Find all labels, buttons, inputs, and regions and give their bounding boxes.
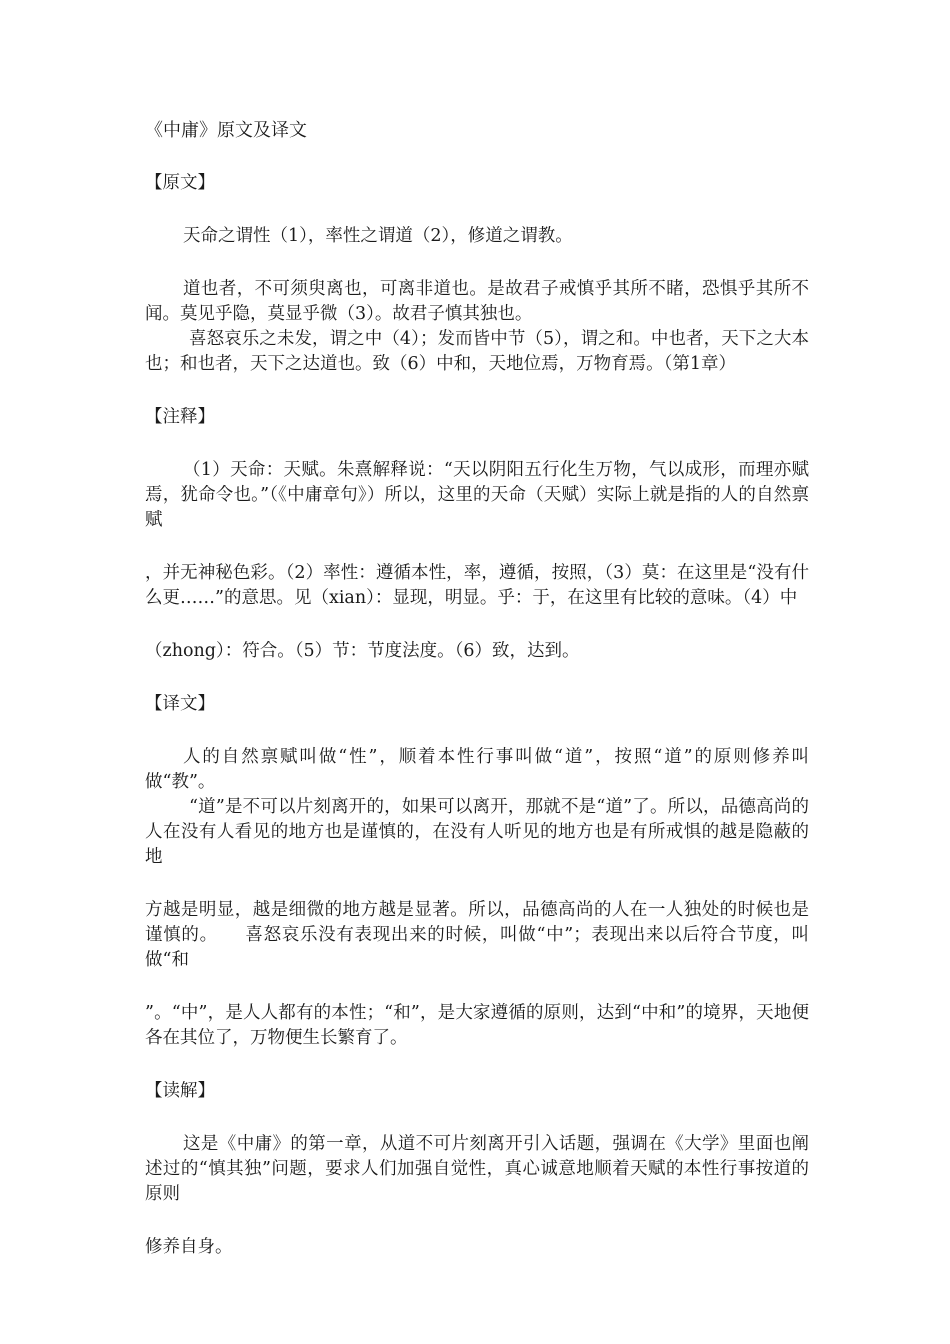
original-paragraph-2: 道也者，不可须臾离也，可离非道也。是故君子戒慎乎其所不睹，恐惧乎其所不闻。莫见乎隐，莫显乎微（3）。故君子慎其独也。 <box>145 279 809 324</box>
notes-paragraph-1: （1）天命：天赋。朱熹解释说：“天以阴阳五行化生万物，气以成形，而理亦赋焉，犹命令也。”（《中庸章句》）所以，这里的天命（天赋）实际上就是指的人的自然禀赋 <box>145 460 809 530</box>
translation-paragraph-4: ”。“中”，是人人都有的本性；“和”，是大家遵循的原则，达到“中和”的境界，天地便各在其位了，万物便生长繁育了。 <box>145 1003 809 1048</box>
document-page <box>145 118 809 1260</box>
section-heading-notes: 【注释】 <box>145 407 215 427</box>
notes-paragraph-2: ，并无神秘色彩。（2）率性：遵循本性，率，遵循，按照，（3）莫：在这里是“没有什么更……”的意思。见（xian）：显现，明显。乎：于，在这里有比较的意味。（4）中 <box>145 563 809 608</box>
section-heading-reading: 【读解】 <box>145 1081 215 1101</box>
section-heading-original: 【原文】 <box>145 173 215 193</box>
translation-paragraph-3: 方越是明显，越是细微的地方越是显著。所以，品德高尚的人在一人独处的时候也是谨慎的。 喜怒哀乐没有表现出来的时候，叫做“中”；表现出来以后符合节度，叫做“和 <box>145 900 809 970</box>
notes-paragraph-3: （zhong）：符合。（5）节：节度法度。（6）致，达到。 <box>145 641 580 661</box>
translation-paragraph-1: 人的自然禀赋叫做“性”，顺着本性行事叫做“道”，按照“道”的原则修养叫做“教”。 <box>145 747 809 792</box>
document-title: 《中庸》原文及译文 <box>145 120 307 141</box>
original-paragraph-1: 天命之谓性（1），率性之谓道（2），修道之谓教。 <box>183 226 573 246</box>
original-paragraph-3: 喜怒哀乐之未发，谓之中（4）；发而皆中节（5），谓之和。中也者，天下之大本也；和也者，天下之达道也。致（6）中和，天地位焉，万物育焉。（第1章） <box>145 329 809 374</box>
reading-paragraph-2: 修养自身。 <box>145 1237 233 1257</box>
reading-paragraph-1: 这是《中庸》的第一章，从道不可片刻离开引入话题，强调在《大学》里面也阐述过的“慎其独”问题，要求人们加强自觉性，真心诚意地顺着天赋的本性行事按道的原则 <box>145 1134 809 1204</box>
section-heading-translation: 【译文】 <box>145 694 215 714</box>
translation-paragraph-2: “道”是不可以片刻离开的，如果可以离开，那就不是“道”了。所以，品德高尚的人在没有人看见的地方也是谨慎的，在没有人听见的地方也是有所戒惧的越是隐蔽的地 <box>145 797 809 867</box>
